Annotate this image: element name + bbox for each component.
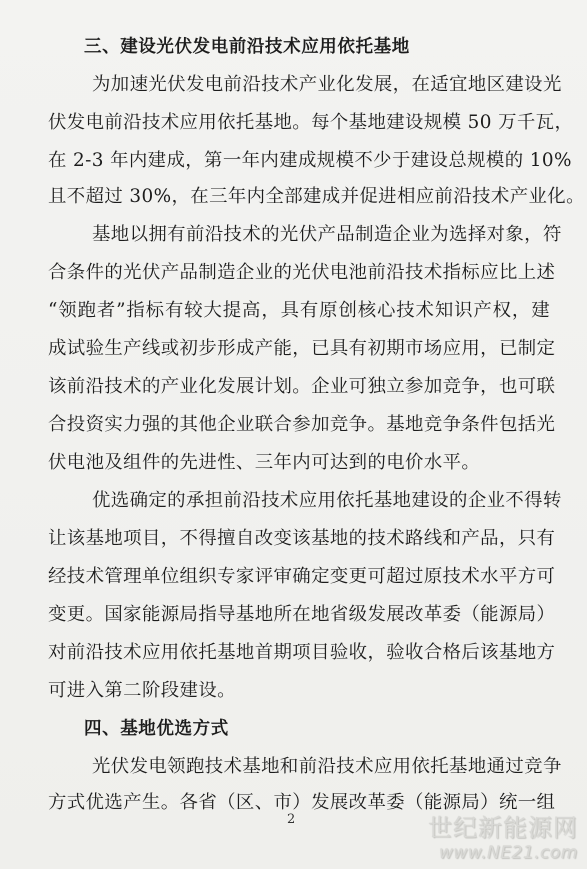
paragraph-line: 基地以拥有前沿技术的光伏产品制造企业为选择对象，符 xyxy=(92,224,562,245)
paragraph-line: 对前沿技术应用依托基地首期项目验收，验收合格后该基地方 xyxy=(48,642,556,663)
page-number: 2 xyxy=(287,812,296,827)
paragraph-line: 合投资实力强的其他企业联合参加竞争。基地竞争条件包括光 xyxy=(48,414,556,435)
paragraph-line: 经技术管理单位组织专家评审确定变更可超过原技术水平方可 xyxy=(48,566,556,587)
paragraph-line: 且不超过 30%，在三年内全部建成并促进相应前沿技术产业化。 xyxy=(48,186,585,207)
paragraph-line: 可进入第二阶段建设。 xyxy=(48,680,236,701)
paragraph-line: 在 2-3 年内建成，第一年内建成规模不少于建设总规模的 10% xyxy=(48,150,572,171)
paragraph-line: 伏电池及组件的先进性、三年内可达到的电价水平。 xyxy=(48,452,481,473)
section-4-heading: 四、基地优选方式 xyxy=(84,719,229,739)
section-3-heading: 三、建设光伏发电前沿技术应用依托基地 xyxy=(84,37,410,57)
paragraph-line: “领跑者”指标有较大提高，具有原创核心技术知识产权，建 xyxy=(48,300,550,321)
paragraph-line: 成试验生产线或初步形成产能，已具有初期市场应用，已制定 xyxy=(48,338,556,359)
site-watermark xyxy=(428,814,578,864)
watermark-text: 世纪新能源网 xyxy=(428,814,578,842)
paragraph-line: 优选确定的承担前沿技术应用依托基地建设的企业不得转 xyxy=(92,490,562,511)
paragraph-line: 合条件的光伏产品制造企业的光伏电池前沿技术指标应比上述 xyxy=(48,262,556,283)
paragraph-line: 让该基地项目，不得擅自改变该基地的技术路线和产品，只有 xyxy=(48,528,556,549)
watermark-url: www.NE21.com xyxy=(439,843,578,863)
paragraph-line: 方式优选产生。各省（区、市）发展改革委（能源局）统一组 xyxy=(48,792,556,813)
paragraph-line: 伏发电前沿技术应用依托基地。每个基地建设规模 50 万千瓦， xyxy=(48,112,574,133)
paragraph-line: 为加速光伏发电前沿技术产业化发展，在适宜地区建设光 xyxy=(92,74,562,95)
paragraph-line: 该前沿技术的产业化发展计划。企业可独立参加竞争，也可联 xyxy=(48,376,556,397)
paragraph-line: 变更。国家能源局指导基地所在地省级发展改革委（能源局） xyxy=(48,604,556,625)
paragraph-line: 光伏发电领跑技术基地和前沿技术应用依托基地通过竞争 xyxy=(92,756,562,777)
